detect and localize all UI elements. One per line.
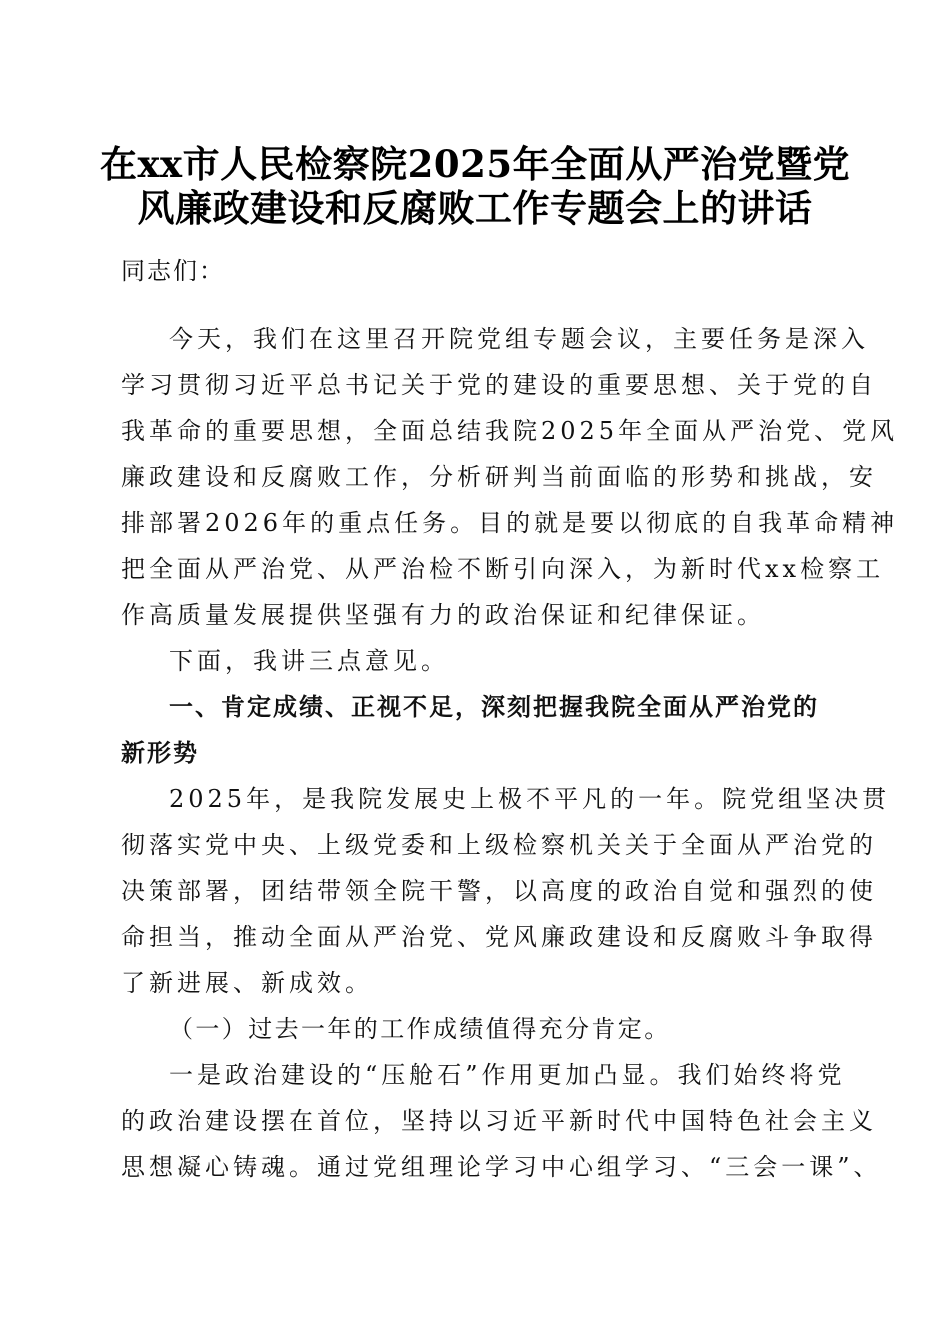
subheading-1: （一）过去一年的工作成绩值得充分肯定。 bbox=[169, 1015, 671, 1043]
heading-1-line-2: 新形势 bbox=[121, 739, 199, 767]
paragraph-3-line-2: 彻落实党中央、上级党委和上级检察机关关于全面从严治党的 bbox=[121, 831, 877, 859]
paragraph-2: 下面，我讲三点意见。 bbox=[169, 647, 449, 675]
paragraph-4-line-2: 的政治建设摆在首位，坚持以习近平新时代中国特色社会主义 bbox=[121, 1107, 877, 1135]
paragraph-1-line-6: 把全面从严治党、从严治检不断引向深入，为新时代xx检察工 bbox=[121, 555, 885, 583]
paragraph-4-line-1: 一是政治建设的“压舱石”作用更加凸显。我们始终将党 bbox=[169, 1061, 846, 1089]
paragraph-1-line-2: 学习贯彻习近平总书记关于党的建设的重要思想、关于党的自 bbox=[121, 371, 877, 399]
document-title-line-2: 风廉政建设和反腐败工作专题会上的讲话 bbox=[137, 186, 813, 230]
paragraph-1-line-1: 今天，我们在这里召开院党组专题会议，主要任务是深入 bbox=[169, 325, 869, 353]
paragraph-1-line-3: 我革命的重要思想，全面总结我院2025年全面从严治党、党风 bbox=[121, 417, 899, 445]
salutation: 同志们： bbox=[121, 257, 225, 285]
paragraph-3-line-1: 2025年，是我院发展史上极不平凡的一年。院党组坚决贯 bbox=[169, 785, 891, 813]
paragraph-4-line-3: 思想凝心铸魂。通过党组理论学习中心组学习、“三会一课”、 bbox=[121, 1153, 882, 1181]
paragraph-3-line-3: 决策部署，团结带领全院干警，以高度的政治自觉和强烈的使 bbox=[121, 877, 877, 905]
paragraph-1-line-4: 廉政建设和反腐败工作，分析研判当前面临的形势和挑战，安 bbox=[121, 463, 877, 491]
paragraph-3-line-5: 了新进展、新成效。 bbox=[121, 969, 373, 997]
paragraph-3-line-4: 命担当，推动全面从严治党、党风廉政建设和反腐败斗争取得 bbox=[121, 923, 877, 951]
heading-1-line-1: 一、肯定成绩、正视不足，深刻把握我院全面从严治党的 bbox=[169, 693, 819, 721]
document-title-line-1: 在xx市人民检察院2025年全面从严治党暨党 bbox=[100, 142, 851, 186]
paragraph-1-line-7: 作高质量发展提供坚强有力的政治保证和纪律保证。 bbox=[121, 601, 765, 629]
paragraph-1-line-5: 排部署2026年的重点任务。目的就是要以彻底的自我革命精神 bbox=[121, 509, 899, 537]
